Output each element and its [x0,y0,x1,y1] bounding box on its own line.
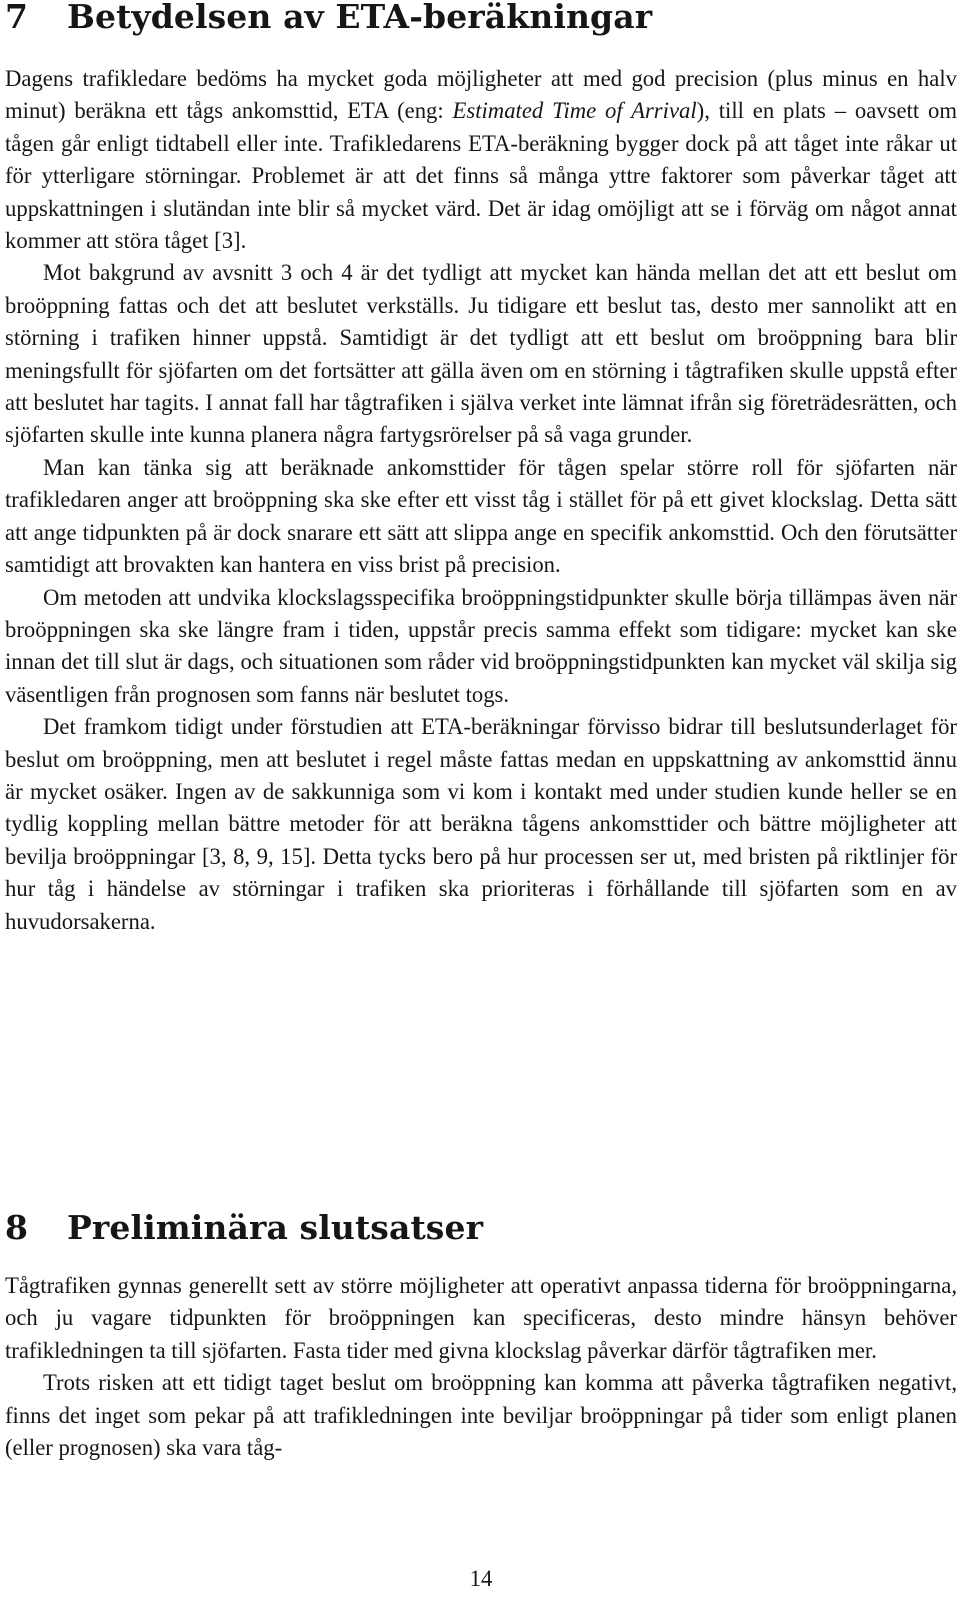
section-7-body [5,63,957,938]
section-number: 8 [5,1208,29,1247]
page-number: 14 [469,1566,493,1591]
section-title: Preliminära slutsatser [67,1208,484,1247]
paragraph: Det framkom tidigt under förstudien att ETA-beräkningar förvisso bidrar till beslutsunderlaget för beslut om broöppning, men att beslutet i regel måste fattas medan en uppskattning av ankomsttid ännu är mycket osäker. Ingen av de sakkunniga som vi kom i kontakt med under studien kunde heller se en tydlig koppling mellan bättre metoder för att beräkna tågens ankomsttider och bättre möjligheter att bevilja broöppningar [3, 8, 9, 15]. Detta tycks bero på hur processen ser ut, med bristen på riktlinjer för hur tåg i händelse av störningar i trafiken ska prioriteras i förhållande till sjöfarten som en av huvudorsakerna. [5,714,957,934]
paragraph: Man kan tänka sig att beräknade ankomsttider för tågen spelar större roll för sjöfarten när trafikledaren anger att broöppning ska ske efter ett visst tåg i stället för på ett givet klockslag. Detta sätt att ange tidpunkten på är dock snarare ett sätt att slippa ange en specifik ankomsttid. Och den förutsätter samtidigt att brovakten kan hantera en viss brist på precision. [5,454,957,578]
paragraph: Tågtrafiken gynnas generellt sett av större möjligheter att operativt anpassa tiderna för broöppningarna, och ju vagare tidpunkten för broöppningen kan specificeras, desto mindre hänsyn behöver trafikledningen ta till sjöfarten. Fasta tider med givna klockslag påverkar därför tågtrafiken mer. [5,1273,957,1363]
section-7-heading [5,0,652,37]
section-8-body [5,1270,957,1464]
emphasized-term: Estimated Time of Arrival [452,98,697,124]
paragraph: Om metoden att undvika klockslagsspecifika broöppningstidpunkter skulle börja tillämpas även när broöppningen ska ske längre fram i tiden, uppstår precis samma effekt som tidigare: mycket kan ske innan det till slut är dags, och situationen som råder vid broöppningstidpunkten kan mycket väl skilja sig väsentligen från prognosen som fanns när beslutet togs. [5,584,957,707]
paragraph-text: Dagens trafikledare bedöms ha mycket goda möjligheter att med god precision (plus minus en halv minut) beräkna ett tågs ankomsttid, ETA (eng: [5,66,957,124]
paragraph: Mot bakgrund av avsnitt 3 och 4 är det tydligt att mycket kan hända mellan det att ett beslut om broöppning fattas och det att beslutet verkställs. Ju tidigare ett beslut tas, desto mer sannolikt att en störning i trafiken hinner uppstå. Samtidigt är det tydligt att ett beslut om broöppning bara blir meningsfullt för sjöfarten om det fortsätter att gälla även om en störning i tågtrafiken skulle uppstå efter att beslutet har tagits. I annat fall har tågtrafiken i själva verket inte lämnat ifrån sig företrädesrätten, och sjöfarten skulle inte kunna planera några fartygsrörelser på så vaga grunder. [5,260,957,448]
paragraph-text: ), till en plats – oavsett om tågen går enligt tidtabell eller inte. Trafikledarens ETA-beräkning bygger dock på att tåget inte råkar ut för ytterligare störningar. Problemet är att det finns så många yttre faktorer som påverkar tåget att uppskattningen i slutändan inte blir så mycket värd. Det är idag omöjligt att se i förväg om något annat kommer att störa tåget [3]. [5,98,957,254]
section-8-heading [5,1208,483,1248]
paragraph [5,63,957,257]
paragraph: Trots risken att ett tidigt taget beslut om broöppning kan komma att påverka tågtrafiken negativt, finns det inget som pekar på att trafikledningen inte beviljar broöppningar på tider som enligt planen (eller prognosen) ska vara tåg- [5,1370,957,1461]
section-number: 7 [5,0,29,36]
section-title: Betydelsen av ETA-beräkningar [67,0,653,36]
